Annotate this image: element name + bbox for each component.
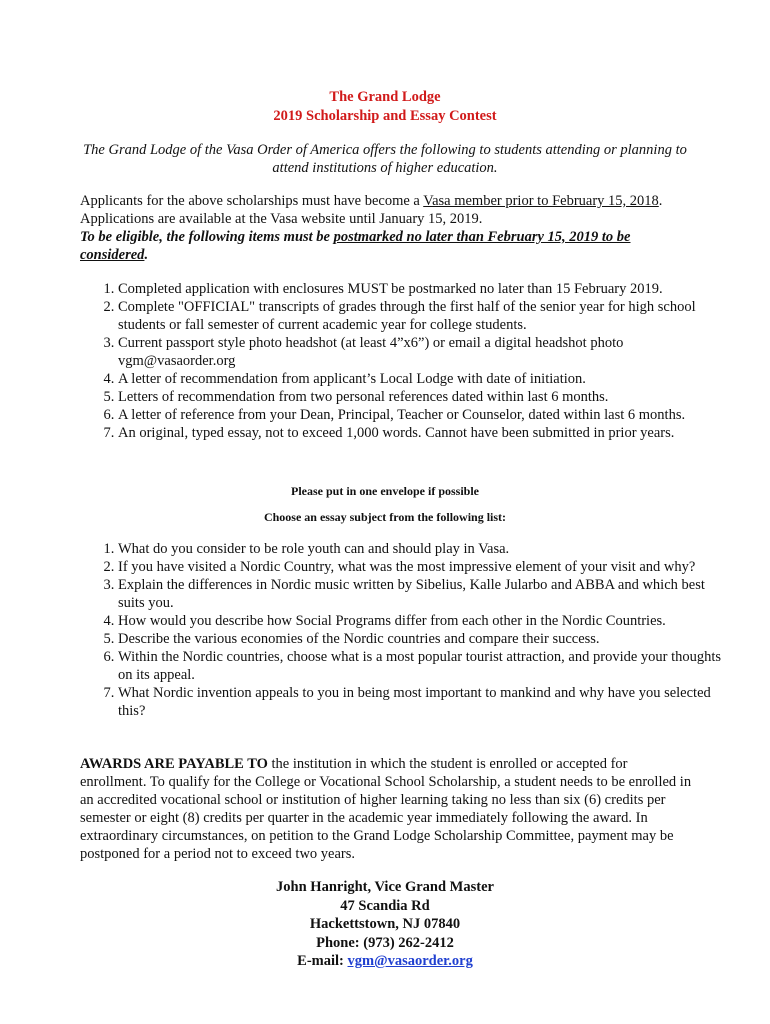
eligibility-line1-prefix: Applicants for the above scholarships must have become a <box>80 193 424 209</box>
applications-availability: Applications are available at the Vasa website until January 15, 2019. <box>80 211 483 227</box>
list-item: 7. What Nordic invention appeals to you in being most important to mankind and why have you selected this? <box>118 684 730 720</box>
membership-deadline: Vasa member prior to February 15, 2018 <box>423 193 659 209</box>
list-item: 2. If you have visited a Nordic Country, what was the most impressive element of your visit and why? <box>118 558 730 576</box>
postmark-deadline: postmarked no later than February 15, 2019 to be considered <box>80 229 631 263</box>
eligibility-paragraph <box>80 192 692 264</box>
list-item: 6. Within the Nordic countries, choose what is a most popular tourist attraction, and provide your thoughts on its appeal. <box>118 648 730 684</box>
contact-phone: Phone: (973) 262-2412 <box>316 934 454 951</box>
list-item: 2. Complete "OFFICIAL" transcripts of grades through the first half of the senior year for high school students or fall semester of current academic year for college students. <box>118 298 730 334</box>
awards-body: the institution in which the student is enrolled or accepted for enrollment. To qualify for the College or Vocational School Scholarship, a student needs to be enrolled in an accredited vocational school or institution of higher learning taking no less than six (6) credits per semester or eight (8) credits per quarter in the academic year immediately following the award. In extraordinary circumstances, on petition to the Grand Lodge Scholarship Committee, payment may be postponed for a period not to exceed two years. <box>80 756 692 862</box>
essay-topics-list <box>80 540 730 720</box>
awards-paragraph <box>80 755 692 863</box>
org-title <box>0 89 770 106</box>
list-item: 3. Current passport style photo headshot (at least 4”x6”) or email a digital headshot photo vgm@vasaorder.org <box>118 334 730 370</box>
contact-city: Hackettstown, NJ 07840 <box>309 916 461 932</box>
list-item: 3. Explain the differences in Nordic music written by Sibelius, Kalle Jularbo and ABBA and which best suits you. <box>118 576 730 612</box>
contest-title <box>0 108 770 125</box>
intro-paragraph: The Grand Lodge of the Vasa Order of America offers the following to students attending or planning to attend institutions of higher education. <box>83 142 687 176</box>
eligibility-line1-suffix: . <box>658 193 663 209</box>
contact-email-label: E-mail: <box>297 953 348 969</box>
list-item: 5. Describe the various economies of the Nordic countries and compare their success. <box>118 630 730 648</box>
org-title-text: The Grand Lodge <box>329 89 441 105</box>
list-item: 7. An original, typed essay, not to exceed 1,000 words. Cannot have been submitted in prior years. <box>118 424 730 442</box>
list-item: 6. A letter of reference from your Dean, Principal, Teacher or Counselor, dated within last 6 months. <box>118 406 730 424</box>
eligibility-bold-prefix: To be eligible, the following items must be <box>80 229 334 245</box>
essay-heading: Choose an essay subject from the following list: <box>263 510 507 524</box>
contact-name: John Hanright, Vice Grand Master <box>276 879 494 895</box>
awards-lead: AWARDS ARE PAYABLE TO <box>80 756 268 772</box>
list-item: 5. Letters of recommendation from two personal references dated within last 6 months. <box>118 388 730 406</box>
contest-title-text: 2019 Scholarship and Essay Contest <box>273 108 497 124</box>
list-item: 4. A letter of recommendation from applicant’s Local Lodge with date of initiation. <box>118 370 730 388</box>
list-item: 4. How would you describe how Social Programs differ from each other in the Nordic Countries. <box>118 612 730 630</box>
eligibility-bold-suffix: . <box>144 247 149 263</box>
requirements-list <box>80 280 730 442</box>
contact-street: 47 Scandia Rd <box>340 897 430 914</box>
contact-block <box>0 878 770 971</box>
list-item: 1. What do you consider to be role youth can and should play in Vasa. <box>118 540 730 558</box>
contact-email-row <box>0 952 770 971</box>
list-item: 1. Completed application with enclosures MUST be postmarked no later than 15 February 2019. <box>118 280 730 298</box>
contact-email-link[interactable]: vgm@vasaorder.org <box>347 953 473 969</box>
envelope-note: Please put in one envelope if possible <box>290 484 479 498</box>
